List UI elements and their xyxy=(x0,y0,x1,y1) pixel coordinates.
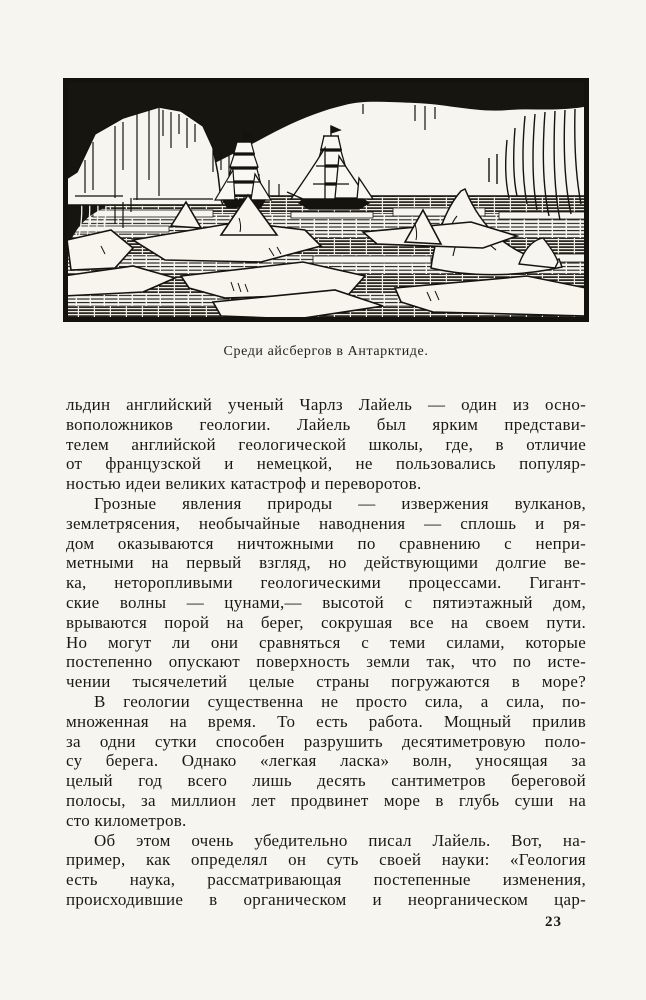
text-line: Но могут ли они сравняться с теми силами, которые xyxy=(66,632,586,652)
text-line: телем английской геологической школы, где, в отличие xyxy=(66,434,586,454)
text-line: множенная на время. То есть работа. Мощный прилив xyxy=(66,711,586,731)
paragraph xyxy=(66,395,586,494)
text-line: воположников геологии. Лайель был ярким представи- xyxy=(66,414,586,434)
text-line: В геологии существенна не просто сила, а сила, по- xyxy=(94,691,586,711)
text-line: ностью идеи великих катастроф и переворотов. xyxy=(66,474,422,494)
text-line: врываются порой на берег, сокрушая все на своем пути. xyxy=(66,612,586,632)
text-line: Грозные явления природы — извержения вулканов, xyxy=(94,493,586,513)
text-line: су берега. Однако «легкая ласка» волн, уносящая за xyxy=(66,751,586,771)
text-line: происходившие в органическом и неорганическом цар- xyxy=(66,889,586,909)
page-number: 23 xyxy=(545,914,562,930)
text-line: за одни сутки способен разрушить десятиметровую поло- xyxy=(66,731,586,751)
text-line: землетрясения, необычайные наводнения — сплошь и ря- xyxy=(66,513,586,533)
text-line: ские волны — цунами,— высотой с пятиэтажный дом, xyxy=(66,592,586,612)
text-line: чении тысячелетий целые страны погружаются в море? xyxy=(66,672,586,692)
text-line: дом оказываются ничтожными по сравнению с непри- xyxy=(66,533,586,553)
text-line: метными на первый взгляд, но действующими долгие ве- xyxy=(66,553,586,573)
text-line: Об этом очень убедительно писал Лайель. Вот, на- xyxy=(94,830,586,850)
paragraph xyxy=(66,494,586,692)
paragraph xyxy=(66,692,586,831)
text-line: целый год всего лишь десять сантиметров береговой xyxy=(66,771,586,791)
text-line: пример, как определял он суть своей науки: «Геология xyxy=(66,850,586,870)
body-text xyxy=(66,395,586,910)
text-line: постепенно опускают поверхность земли так, что по исте- xyxy=(66,652,586,672)
text-line: льдин английский ученый Чарлз Лайель — один из осно- xyxy=(66,395,586,414)
text-line: ка, неторопливыми геологическими процессами. Гигант- xyxy=(66,573,586,593)
illustration-caption: Среди айсбергов в Антарктиде. xyxy=(223,344,429,359)
text-line: есть наука, рассматривающая постепенные изменения, xyxy=(66,870,586,890)
illustration-plate xyxy=(63,78,589,322)
antarctica-engraving xyxy=(63,78,589,322)
text-line: полосы, за миллион лет продвинет море в глубь суши на xyxy=(66,790,586,810)
text-line: сто километров. xyxy=(66,810,187,830)
text-line: от французской и немецкой, не пользовались популяр- xyxy=(66,454,586,474)
paragraph xyxy=(66,831,586,910)
